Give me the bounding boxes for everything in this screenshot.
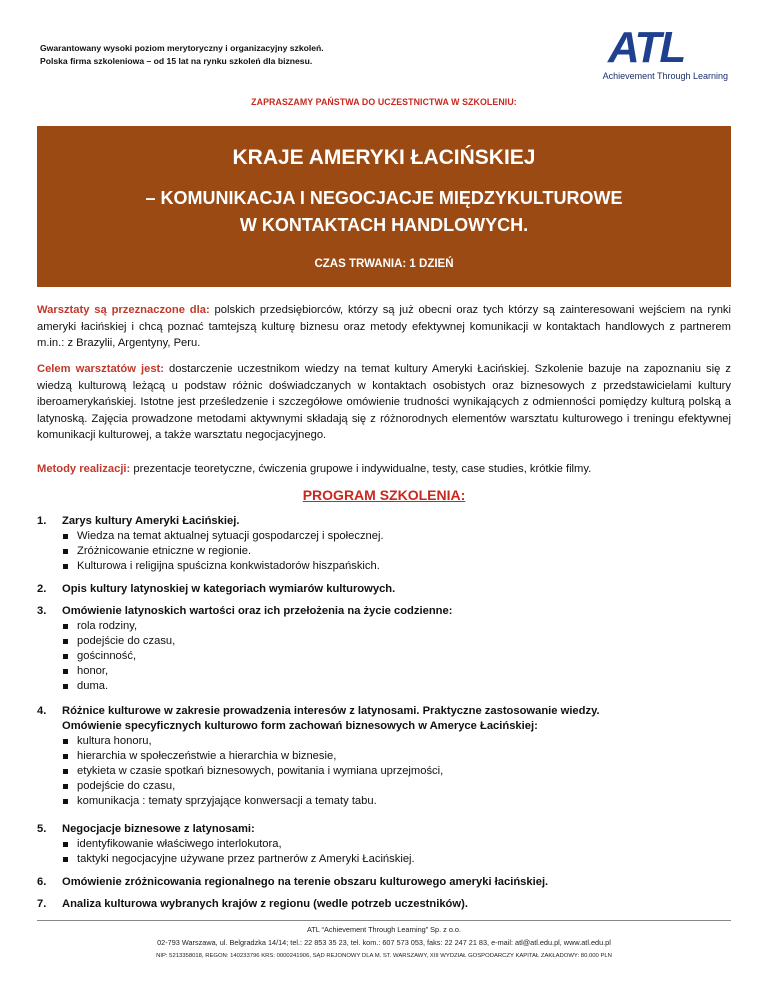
bullet-item: kultura honoru, [62,734,737,749]
goal-label: Celem warsztatów jest: [37,363,164,375]
item-number: 2. [37,583,47,595]
bullet-item: etykieta w czasie spotkań biznesowych, powitania i wymiana uprzejmości, [62,764,737,779]
bullet-item: Kulturowa i religijna spuścizna konkwistadorów hiszpańskich. [62,559,737,574]
invitation-heading: ZAPRASZAMY PAŃSTWA DO UCZESTNICTWA W SZKOLENIU: [251,97,517,107]
atl-logo [588,23,728,82]
item-number: 7. [37,898,47,910]
program-title: PROGRAM SZKOLENIA: [302,487,466,503]
item-number: 4. [37,705,47,717]
bullet-item: Zróżnicowanie etniczne w regionie. [62,544,737,559]
item-title: Różnice kulturowe w zakresie prowadzenia interesów z latynosami. Praktyczne zastosowanie wiedzy. [62,705,600,717]
bullet-item: gościnność, [62,649,737,664]
bullet-item: komunikacja : tematy sprzyjające konwersacji a tematy tabu. [62,794,737,809]
header-tagline [40,42,324,68]
logo-caption: Achievement Through Learning [602,71,728,81]
bullet-item: podejście do czasu, [62,779,737,794]
program-item-7 [37,897,737,912]
methods-text: prezentacje teoretyczne, ćwiczenia grupowe i indywidualne, testy, case studies, krótkie filmy. [130,463,592,475]
footer-registration: NIP: 5213358018, REGON: 140233796 KRS: 0000241906, SĄD REJONOWY DLA M. ST. WARSZAWY, XIII WYDZIAŁ GOSPODARCZY KAPITAŁ ZAKŁADOWY: 80.000 PLN [156,953,612,959]
course-subtitle-line-2: W KONTAKTACH HANDLOWYCH. [239,215,529,235]
item-number: 3. [37,605,47,617]
program-item-5 [37,822,737,867]
item-number: 1. [37,515,47,527]
methods-label: Metody realizacji: [37,463,131,475]
item-title: Opis kultury latynoskiej w kategoriach wymiarów kulturowych. [62,583,396,595]
logo-letters: ATL [608,23,685,72]
title-banner [37,126,731,287]
bullet-item: podejście do czasu, [62,634,737,649]
bullet-item: identyfikowanie właściwego interlokutora, [62,837,737,852]
goal-text: dostarczenie uczestnikom wiedzy na temat kultury Ameryki Łacińskiej. Szkolenie bazuje na zapoznaniu się z wiedzą kulturową leżącą u podstaw różnic doświadczanych w kontaktach osobistych oraz biznesowych z przedstawicielami kultury iberoamerykańskiej. Istotne jest prześledzenie i szczegółowe omówienie trudności wynikających z odmienności pomiędzy kulturą polską a latynoską. Zajęcia prowadzone metodami aktywnymi składają się z różnorodnych elementów warsztatu kulturowego i treningu efektywnej komunikacji kulturowej, a także warsztatu negocjacyjnego. [37,363,731,441]
program-item-4 [37,704,737,809]
program-item-3 [37,604,737,694]
footer-contact: 02-793 Warszawa, ul. Belgradzka 14/14; tel.: 22 853 35 23, tel. kom.: 607 573 053, faks: 22 247 21 83, e-mail: atl@atl.edu.pl, www.atl.edu.pl [157,938,611,947]
tagline-line-1: Gwarantowany wysoki poziom merytoryczny i organizacyjny szkoleń. [40,43,324,53]
bullet-item: rola rodziny, [62,619,737,634]
footer-company: ATL “Achievement Through Learning” Sp. z o.o. [307,925,461,934]
course-subtitle [37,185,731,239]
program-item-1 [37,514,737,574]
course-duration: CZAS TRWANIA: 1 DZIEŃ [314,258,454,270]
item-title: Zarys kultury Ameryki Łacińskiej. [62,515,240,527]
course-subtitle-line-1: – KOMUNIKACJA I NEGOCJACJE MIĘDZYKULTUROWE [145,188,623,208]
course-title: KRAJE AMERYKI ŁACIŃSKIEJ [232,146,536,169]
audience-text: polskich przedsiębiorców, którzy są już obecni oraz tych którzy są zainteresowani wejściem na rynki ameryki łacińskiej i chcą poznać tamtejszą kulturę biznesu oraz metody efektywnej komunikacji w kontaktach handlowych z partnerem m.in.: z Brazylii, Argentyny, Peru. [37,304,731,349]
footer-divider [37,920,731,921]
item-title: Omówienie zróżnicowania regionalnego na terenie obszaru kulturowego ameryki łacińskiej. [62,876,549,888]
program-item-6 [37,875,737,890]
bullet-item: honor, [62,664,737,679]
bullet-item: duma. [62,679,737,694]
tagline-line-2: Polska firma szkoleniowa – od 15 lat na rynku szkoleń dla biznesu. [40,56,313,66]
item-number: 6. [37,876,47,888]
methods-paragraph [37,461,731,478]
bullet-item: Wiedza na temat aktualnej sytuacji gospodarczej i społecznej. [62,529,737,544]
program-item-2 [37,582,737,597]
bullet-item: taktyki negocjacyjne używane przez partnerów z Ameryki Łacińskiej. [62,852,737,867]
audience-label: Warsztaty są przeznaczone dla: [37,304,210,316]
audience-paragraph [37,302,731,352]
item-subtitle: Omówienie specyficznych kulturowo form zachowań biznesowych w Ameryce Łacińskiej: [62,720,538,732]
item-title: Omówienie latynoskich wartości oraz ich przełożenia na życie codzienne: [62,605,453,617]
item-title: Analiza kulturowa wybranych krajów z regionu (wedle potrzeb uczestników). [62,898,468,910]
item-number: 5. [37,823,47,835]
bullet-item: hierarchia w społeczeństwie a hierarchia w biznesie, [62,749,737,764]
goal-paragraph [37,361,731,444]
item-title: Negocjacje biznesowe z latynosami: [62,823,255,835]
